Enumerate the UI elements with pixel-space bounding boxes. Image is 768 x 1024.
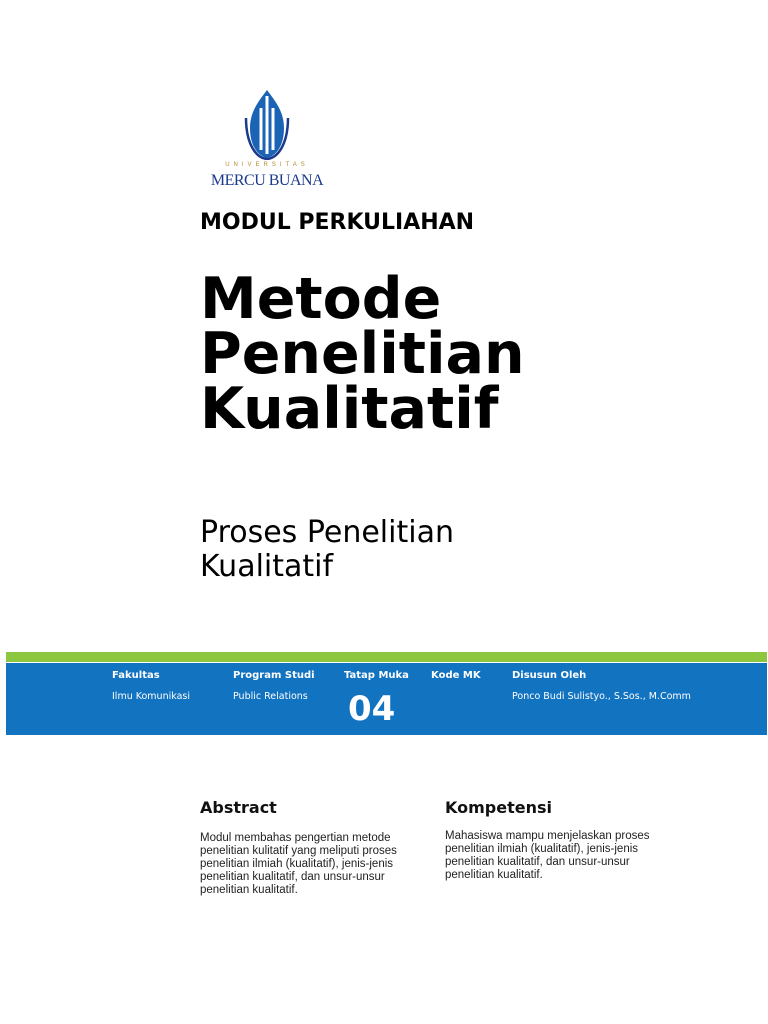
abstract-heading: Abstract <box>200 798 277 817</box>
university-logo <box>200 88 334 194</box>
course-title-line: Penelitian <box>200 321 525 387</box>
course-title <box>200 266 720 442</box>
module-kicker: MODUL PERKULIAHAN <box>200 210 475 235</box>
disusun-oleh-label: Disusun Oleh <box>512 670 587 681</box>
mercu-buana-emblem-icon <box>244 88 290 160</box>
course-title-line: Metode <box>200 266 442 332</box>
abstract-body <box>200 832 430 897</box>
kompetensi-line: penelitian ilmiah (kualitatif), jenis-jenis <box>445 843 639 855</box>
abstract-line: penelitian kualitatif. <box>200 884 298 896</box>
kompetensi-body <box>445 830 695 882</box>
program-studi-label: Program Studi <box>233 670 315 681</box>
kompetensi-line: Mahasiswa mampu menjelaskan proses <box>445 830 650 842</box>
logo-name-text: MERCU BUANA <box>210 172 324 189</box>
fakultas-value: Ilmu Komunikasi <box>112 691 190 702</box>
tatap-muka-number: 04 <box>348 689 396 729</box>
module-subtitle-line: Proses Penelitian <box>200 515 454 550</box>
course-title-line: Kualitatif <box>200 376 499 442</box>
green-divider-stripe <box>6 652 767 662</box>
kode-mk-label: Kode MK <box>431 670 481 681</box>
module-subtitle-line: Kualitatif <box>200 549 334 584</box>
logo-university-text: UNIVERSITAS <box>225 162 309 168</box>
disusun-oleh-value: Ponco Budi Sulistyo., S.Sos., M.Comm <box>512 691 691 702</box>
module-subtitle <box>200 516 600 584</box>
program-studi-value: Public Relations <box>233 691 308 702</box>
abstract-line: Modul membahas pengertian metode <box>200 832 391 844</box>
tatap-muka-label: Tatap Muka <box>344 670 409 681</box>
kompetensi-line: penelitian kualitatif. <box>445 869 543 881</box>
abstract-line: penelitian kulitatif yang meliputi proses <box>200 845 397 857</box>
kompetensi-line: penelitian kualitatif, dan unsur-unsur <box>445 856 630 868</box>
abstract-line: penelitian ilmiah (kualitatif), jenis-jenis <box>200 858 394 870</box>
fakultas-label: Fakultas <box>112 670 160 681</box>
abstract-line: penelitian kualitatif, dan unsur-unsur <box>200 871 385 883</box>
kompetensi-heading: Kompetensi <box>445 798 552 817</box>
